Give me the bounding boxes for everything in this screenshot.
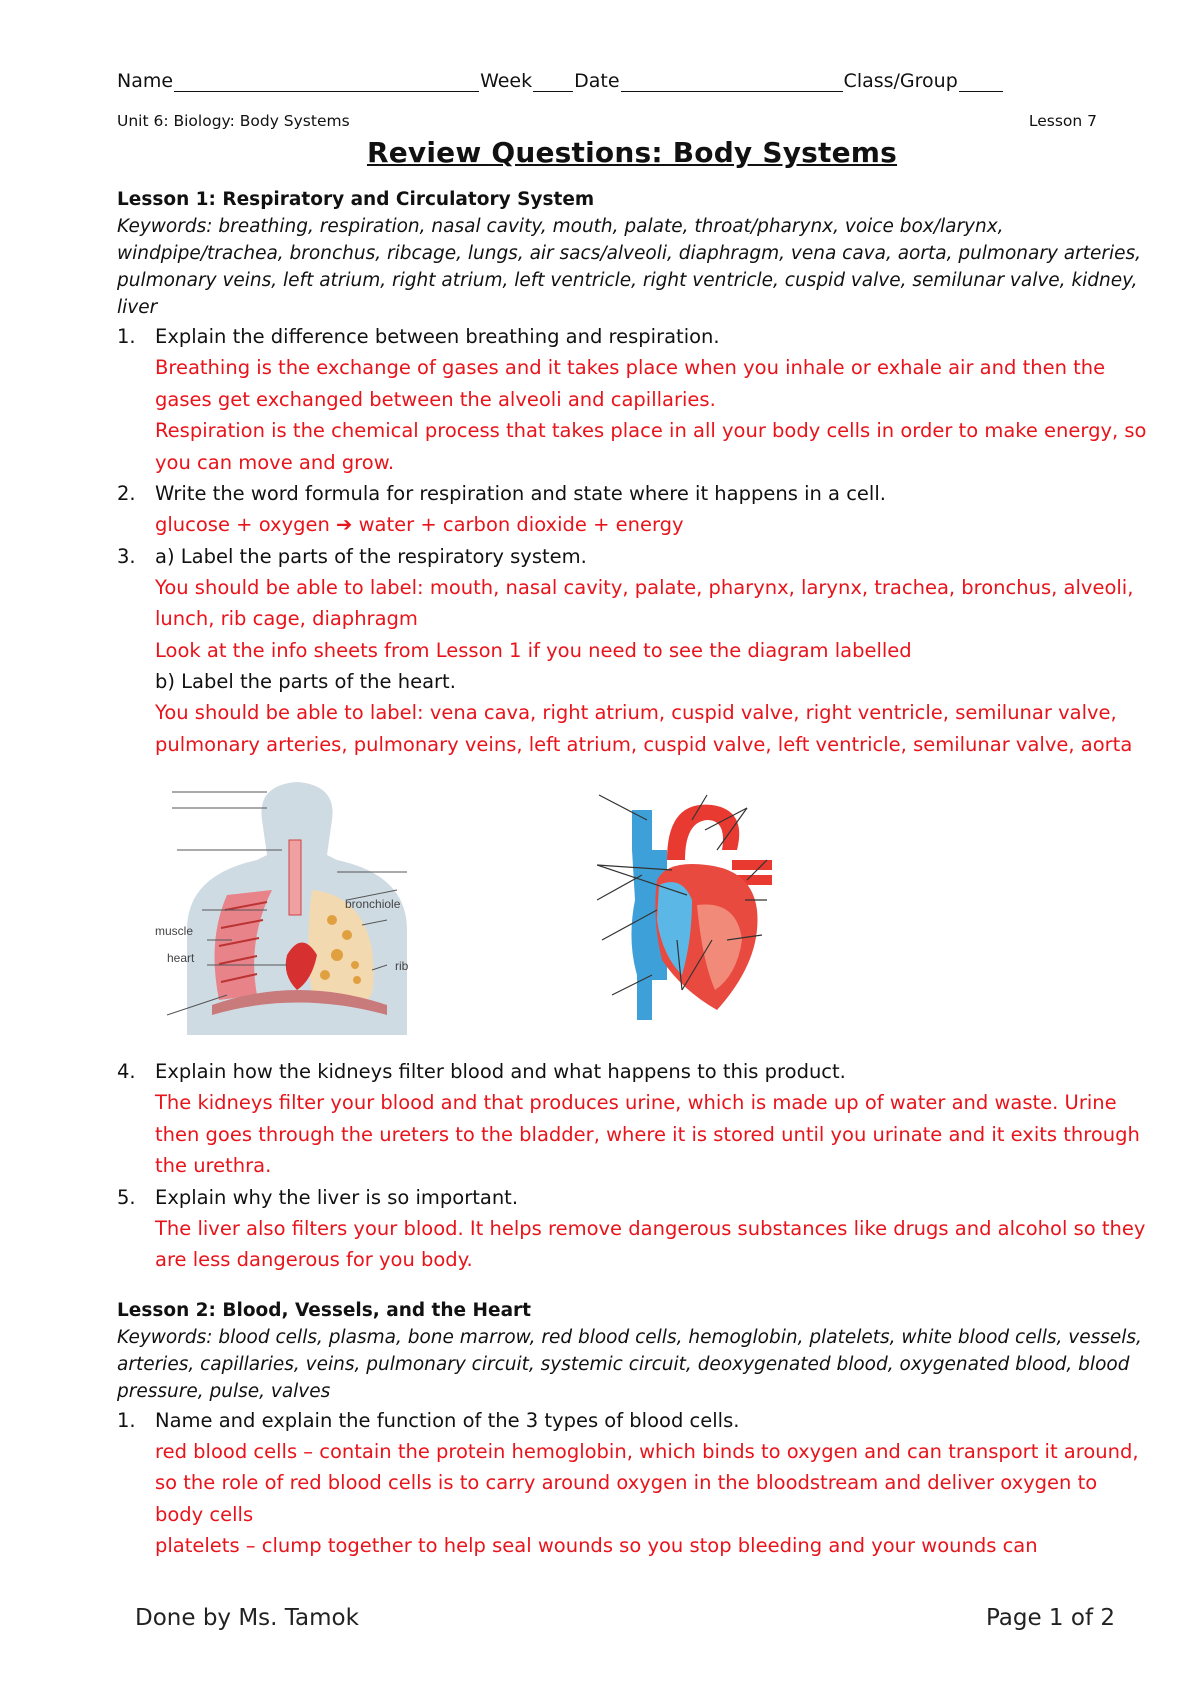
week-label: Week [480, 70, 533, 92]
bronchiole-label: bronchiole [345, 897, 401, 911]
question-3 [117, 541, 1147, 572]
unit-row [117, 112, 1147, 130]
question-number: 5. [117, 1185, 136, 1209]
question-number: 3. [117, 544, 136, 568]
question-number: 4. [117, 1060, 136, 1083]
answer-text: red blood cells – contain the protein hemoglobin, which binds to oxygen and can transport it around, so the role of red blood cells is to carry around oxygen in the bloodstream and deliver oxygen to body cells [155, 1439, 1139, 1526]
date-label: Date [574, 70, 620, 92]
name-label: Name [117, 70, 174, 92]
question-5 [117, 1182, 1147, 1213]
question-number: 1. [117, 1408, 136, 1432]
week-blank [533, 73, 573, 92]
answer-text: platelets – clump together to help seal wounds so you stop bleeding and your wounds can [155, 1534, 1038, 1557]
answer-text: Breathing is the exchange of gases and it takes place when you inhale or exhale air and then the gases get exchanged between the alveoli and capillaries. [155, 356, 1106, 411]
lesson2-question-1 [117, 1405, 1147, 1436]
answer-text: Look at the info sheets from Lesson 1 if you need to see the diagram labelled [155, 638, 912, 662]
page-number: Page 1 of 2 [985, 1605, 1115, 1631]
answer-text: The liver also filters your blood. It helps remove dangerous substances like drugs and alcohol so they are less dangerous for you body. [155, 1216, 1146, 1271]
heart-label: heart [167, 951, 195, 965]
name-blank [174, 73, 479, 92]
author-credit: Done by Ms. Tamok [135, 1605, 359, 1631]
page-title: Review Questions: Body Systems [366, 136, 898, 169]
answer-text: The kidneys filter your blood and that produces urine, which is made up of water and waste. Urine then goes through the ureters to the bladder, where it is stored until you urinate and it exits through the urethra. [155, 1091, 1140, 1177]
question-text: Write the word formula for respiration and state where it happens in a cell. [155, 482, 886, 505]
question-text: Explain how the kidneys filter blood and what happens to this product. [155, 1060, 846, 1083]
answer-text: You should be able to label: vena cava, right atrium, cuspid valve, right ventricle, semilunar valve, pulmonary arteries, pulmonary veins, left atrium, cuspid valve, left ventricle, semilunar valve, aorta [155, 701, 1133, 756]
question-subpart: b) Label the parts of the heart. [155, 670, 456, 693]
question-text: a) Label the parts of the respiratory system. [155, 544, 587, 568]
question-1 [117, 321, 1147, 352]
answer-text: glucose + oxygen ➔ water + carbon dioxide + energy [155, 513, 684, 536]
date-blank [621, 73, 843, 92]
heart-diagram [597, 790, 807, 1030]
unit-label: Unit 6: Biology: Body Systems [117, 112, 350, 130]
muscle-label: muscle [155, 924, 194, 938]
question-text: Name and explain the function of the 3 types of blood cells. [155, 1408, 740, 1432]
lesson2-heading: Lesson 2: Blood, Vessels, and the Heart [117, 1299, 532, 1321]
question-text: Explain why the liver is so important. [155, 1185, 519, 1209]
diagram-row [117, 780, 1147, 1050]
page-footer [135, 1605, 1115, 1631]
question-4 [117, 1056, 1147, 1087]
question-number: 1. [117, 325, 136, 348]
question-number: 2. [117, 482, 136, 505]
class-blank [959, 73, 1003, 92]
worksheet-page [117, 70, 1147, 1562]
respiratory-system-diagram [147, 780, 477, 1035]
lesson1-keywords: Keywords: breathing, respiration, nasal cavity, mouth, palate, throat/pharynx, voice box/larynx, windpipe/trachea, bronchus, ribcage, lungs, air sacs/alveoli, diaphragm, vena cava, aorta, pulmonary arteries, pulmonary veins, left atrium, right atrium, left ventricle, right ventricle, cuspid valve, semilunar valve, kidney, liver [117, 216, 1141, 318]
lesson2-keywords: Keywords: blood cells, plasma, bone marrow, red blood cells, hemoglobin, platelets, white blood cells, vessels, arteries, capillaries, veins, pulmonary circuit, systemic circuit, deoxygenated blood, oxygenated blood, blood pressure, pulse, valves [117, 1326, 1142, 1402]
question-2 [117, 478, 1147, 509]
rib-label: rib [395, 959, 409, 973]
lesson1-heading: Lesson 1: Respiratory and Circulatory System [117, 189, 595, 210]
class-label: Class/Group [843, 70, 958, 92]
question-text: Explain the difference between breathing and respiration. [155, 325, 720, 348]
student-info-line [117, 70, 1147, 92]
answer-text: Respiration is the chemical process that takes place in all your body cells in order to make energy, so you can move and grow. [155, 419, 1147, 474]
answer-text: You should be able to label: mouth, nasal cavity, palate, pharynx, larynx, trachea, bronchus, alveoli, lunch, rib cage, diaphragm [155, 575, 1134, 630]
lesson-label: Lesson 7 [1028, 112, 1097, 130]
